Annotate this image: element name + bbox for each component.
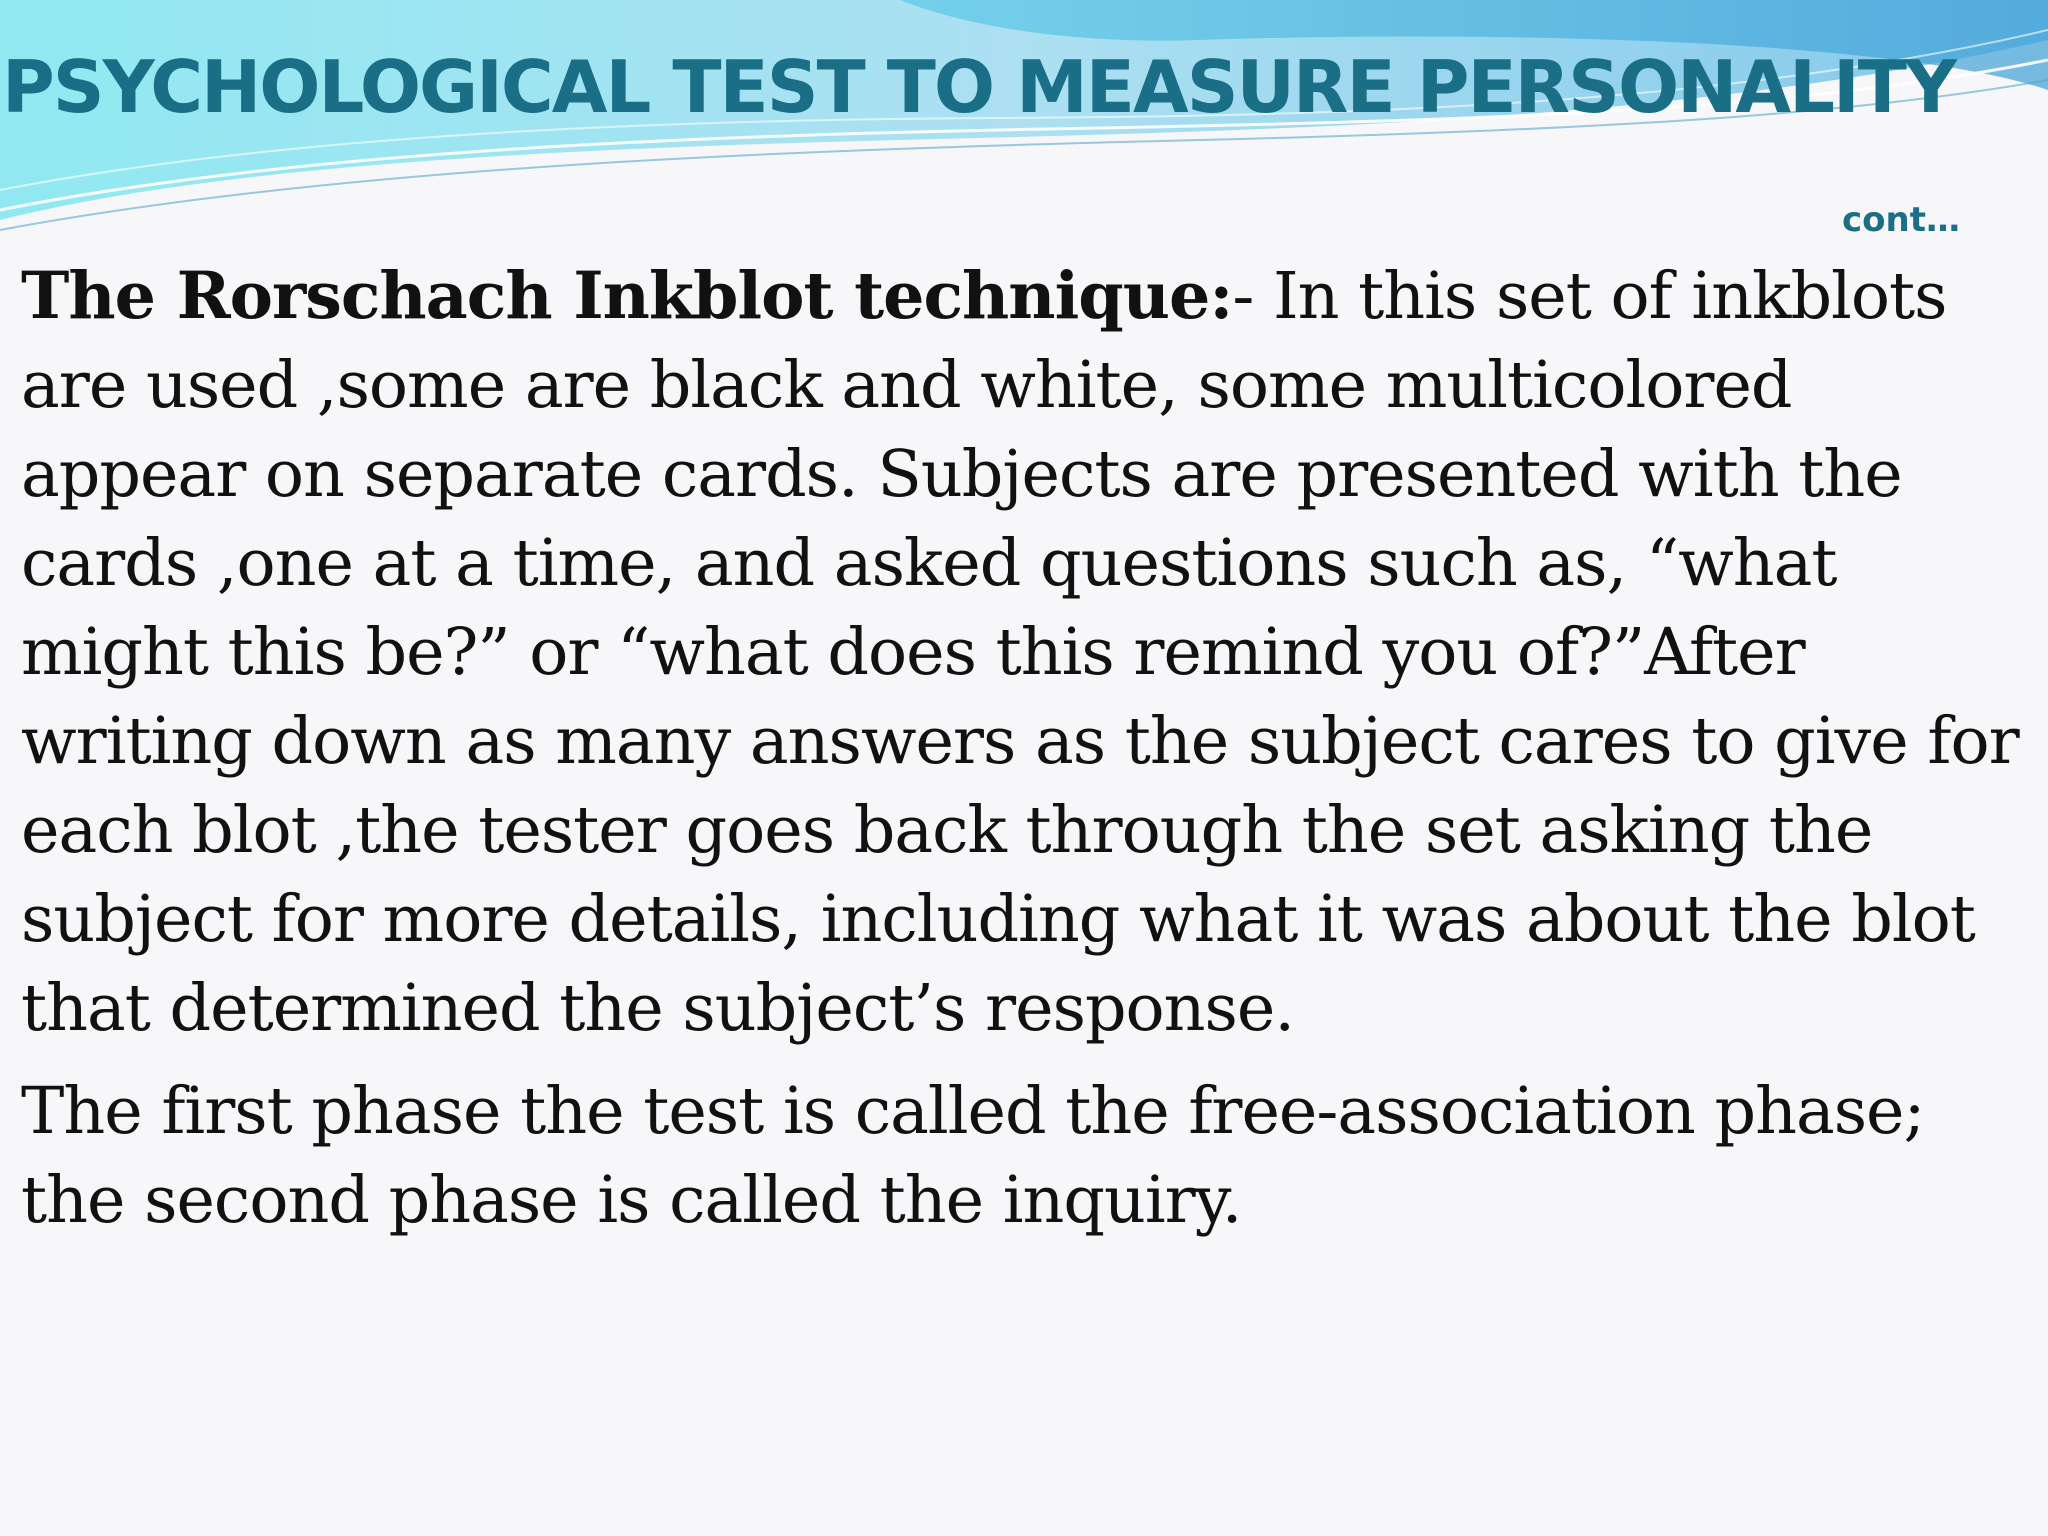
paragraph-rorschach [21,252,2031,1053]
continued-label: cont… [1842,200,1960,240]
paragraph-rorschach-text: - In this set of inkblots are used ,some are black and white, some multicolored appear on separate cards. Subjects are presented with the cards ,one at a time, and asked questions such as, “what might this be?” or “what does this remind you of?”After writing down as many answers as the subject cares to give for each blot ,the tester goes back through the set asking the subject for more details, including what it was about the blot that determined the subject’s response. [21,259,2019,1046]
slide-title: PSYCHOLOGICAL TEST TO MEASURE PERSONALITY [2,45,1956,129]
term-rorschach: The Rorschach Inkblot technique: [21,258,1233,334]
paragraph-phases: The first phase the test is called the free-association phase; the second phase is called the inquiry. [21,1074,1925,1238]
slide-body [21,252,2031,1259]
